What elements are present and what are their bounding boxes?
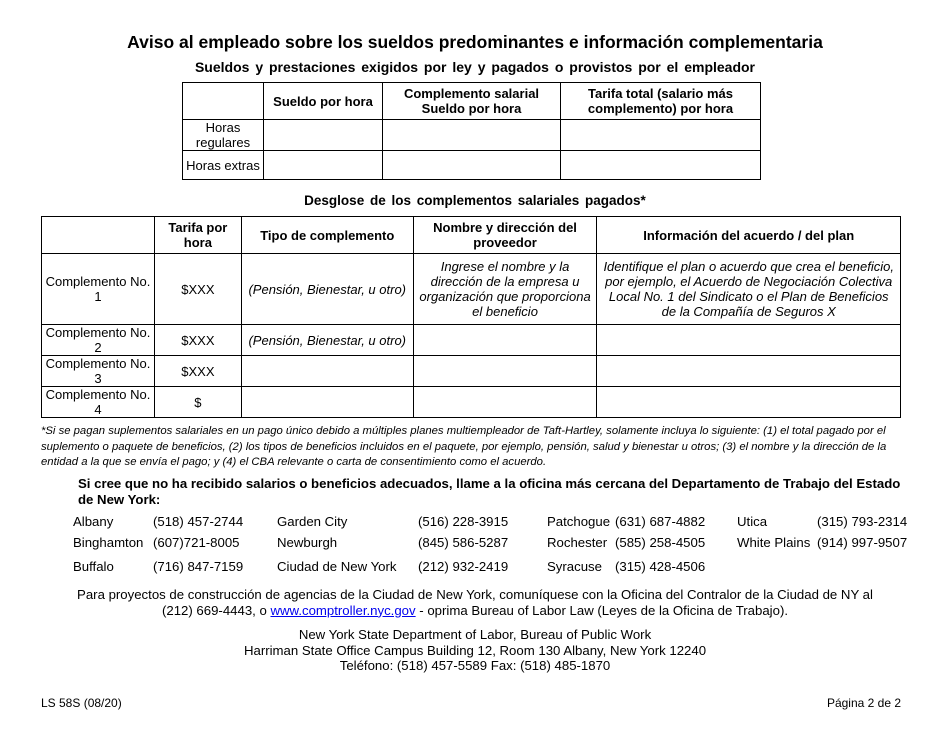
table-header-cell: Tipo de complemento <box>241 217 413 254</box>
table-cell: $XXX <box>154 356 241 387</box>
row-label: Complemento No. 3 <box>42 356 155 387</box>
office-city: Albany <box>73 514 114 529</box>
office-city: Rochester <box>547 535 608 550</box>
wages-table <box>182 82 761 180</box>
table-cell <box>264 120 383 151</box>
office-city: Syracuse <box>547 559 602 574</box>
section-1-title: Sueldos y prestaciones exigidos por ley y pagados o provistos por el empleador <box>194 59 756 75</box>
section-2-title: Desglose de los complementos salariales pagados* <box>304 193 646 208</box>
office-city: Utica <box>737 514 768 529</box>
nyc-note-line: Para proyectos de construcción de agencias de la Ciudad de New York, comuníquese con la Oficina del Contralor de la Ciudad de NY al <box>77 587 873 602</box>
nyc-note-line <box>0 603 950 619</box>
table-cell <box>413 356 597 387</box>
table-header-cell <box>42 217 155 254</box>
row-label: Complemento No. 1 <box>42 254 155 325</box>
supplements-table <box>41 216 901 418</box>
office-city: Ciudad de New York <box>277 559 397 574</box>
document-title: Aviso al empleado sobre los sueldos predominantes e información complementaria <box>127 32 823 52</box>
footnote: *Si se pagan suplementos salariales en un pago único debido a múltiples planes multiempleador de Taft-Hartley, solamente incluya lo siguiente: (1) el total pagado por el suplemento o paquete de beneficios, (2) los tipos de beneficios incluidos en el paquete, por ejemplo, pensión, salud y bienestar u otros; (3) el nombre y la dirección de la entidad a la que se envía el pago; y (4) el CBA relevante o carta de consentimiento como el acuerdo. <box>41 425 887 468</box>
table-cell <box>561 151 761 180</box>
table-header-cell: Sueldo por hora <box>264 83 383 120</box>
table-cell <box>597 356 901 387</box>
row-label: Horas extras <box>183 151 264 180</box>
table-row <box>42 387 901 418</box>
comptroller-link[interactable]: www.comptroller.nyc.gov <box>270 602 416 618</box>
table-header-row <box>183 83 761 120</box>
form-id: LS 58S (08/20) <box>41 696 122 710</box>
table-cell <box>561 120 761 151</box>
address-line: Harriman State Office Campus Building 12, Room 130 Albany, New York 12240 <box>243 642 707 658</box>
table-row <box>42 325 901 356</box>
agency-address <box>0 627 950 674</box>
table-row <box>183 120 761 151</box>
office-phone: (631) 687-4882 <box>615 514 706 529</box>
office-phone: (516) 228-3915 <box>418 514 509 529</box>
row-label: Complemento No. 4 <box>42 387 155 418</box>
row-label: Horas regulares <box>183 120 264 151</box>
table-row <box>183 151 761 180</box>
table-row <box>42 254 901 325</box>
table-header-cell: Nombre y dirección del proveedor <box>413 217 597 254</box>
table-row <box>42 356 901 387</box>
office-city: Binghamton <box>73 535 144 550</box>
table-cell <box>241 387 413 418</box>
table-cell <box>597 387 901 418</box>
office-city: Garden City <box>277 514 348 529</box>
office-city: Buffalo <box>73 559 114 574</box>
table-cell: Identifique el plan o acuerdo que crea el beneficio, por ejemplo, el Acuerdo de Negociación Colectiva Local No. 1 del Sindicato o el Plan de Beneficios de la Compañía de Seguros X <box>597 254 901 325</box>
office-phone: (914) 997-9507 <box>817 535 908 550</box>
office-phone: (212) 932-2419 <box>418 559 509 574</box>
nyc-note-suffix: - oprima Bureau of Labor Law (Leyes de la Oficina de Trabajo). <box>415 602 789 618</box>
table-cell <box>413 325 597 356</box>
contact-instructions: Si cree que no ha recibido salarios o beneficios adecuados, llame a la oficina más cercana del Departamento de Trabajo del Estado de New York: <box>78 476 901 507</box>
table-cell <box>413 387 597 418</box>
table-cell <box>383 120 561 151</box>
table-cell <box>383 151 561 180</box>
office-city: White Plains <box>737 535 811 550</box>
table-cell: (Pensión, Bienestar, u otro) <box>241 325 413 356</box>
office-city: Patchogue <box>547 514 611 529</box>
row-label: Complemento No. 2 <box>42 325 155 356</box>
nyc-note <box>0 587 950 618</box>
table-cell: $XXX <box>154 325 241 356</box>
table-cell <box>264 151 383 180</box>
table-cell: Ingrese el nombre y la dirección de la empresa u organización que proporciona el beneficio <box>413 254 597 325</box>
page-number: Página 2 de 2 <box>826 696 901 710</box>
table-cell <box>597 325 901 356</box>
table-header-cell: Tarifa total (salario más complemento) por hora <box>561 83 761 120</box>
table-header-cell: Tarifa por hora <box>154 217 241 254</box>
address-line: New York State Department of Labor, Bureau of Public Work <box>298 627 652 642</box>
office-phone: (607)721-8005 <box>153 535 240 550</box>
address-line: Teléfono: (518) 457-5589 Fax: (518) 485-1870 <box>339 658 611 673</box>
table-header-cell <box>183 83 264 120</box>
office-phone: (585) 258-4505 <box>615 535 706 550</box>
nyc-note-prefix: (212) 669-4443, o <box>161 602 271 618</box>
table-cell <box>241 356 413 387</box>
table-cell: $ <box>154 387 241 418</box>
office-phone: (716) 847-7159 <box>153 559 244 574</box>
office-phone: (518) 457-2744 <box>153 514 244 529</box>
office-phone: (315) 428-4506 <box>615 559 706 574</box>
table-cell: $XXX <box>154 254 241 325</box>
office-city: Newburgh <box>277 535 338 550</box>
table-header-cell: Complemento salarial Sueldo por hora <box>383 83 561 120</box>
table-cell: (Pensión, Bienestar, u otro) <box>241 254 413 325</box>
office-phone: (845) 586-5287 <box>418 535 509 550</box>
table-header-cell: Información del acuerdo / del plan <box>597 217 901 254</box>
table-header-row <box>42 217 901 254</box>
office-phone: (315) 793-2314 <box>817 514 908 529</box>
